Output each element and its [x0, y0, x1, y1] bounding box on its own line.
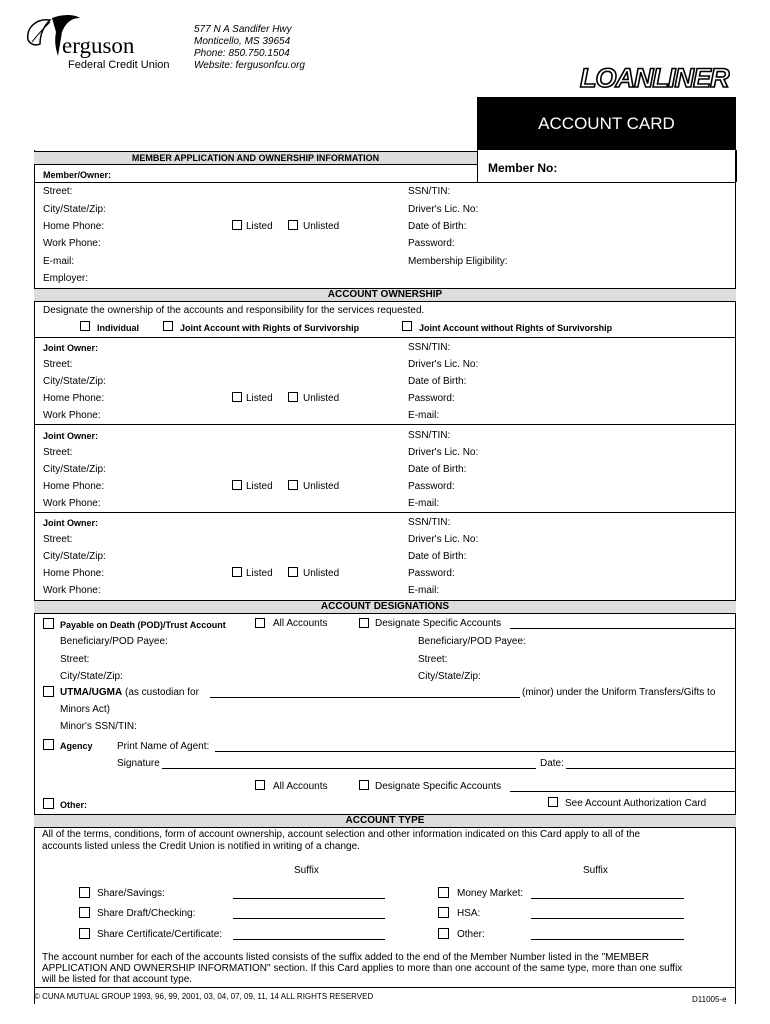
unlisted-checkbox[interactable]	[288, 567, 298, 577]
ssn-label: SSN/TIN:	[408, 517, 451, 528]
share-savings-checkbox[interactable]	[79, 887, 90, 898]
pod-all-accounts-checkbox[interactable]	[255, 618, 265, 628]
money-market-label: Money Market:	[457, 888, 524, 899]
page-title: ACCOUNT CARD	[538, 114, 675, 133]
home-phone-label: Home Phone:	[43, 393, 105, 404]
member-section-header: MEMBER APPLICATION AND OWNERSHIP INFORMATION	[34, 151, 477, 165]
agency-specific-accounts-checkbox[interactable]	[359, 780, 369, 790]
unlisted-label: Unlisted	[303, 393, 340, 404]
ssn-label: SSN/TIN:	[408, 430, 451, 441]
home-phone-label: Home Phone:	[43, 481, 105, 492]
agent-name-line[interactable]	[215, 751, 736, 752]
dob-label: Date of Birth:	[408, 464, 467, 475]
joint-without-survivorship-checkbox[interactable]	[402, 321, 412, 331]
minor-uniform-label: (minor) under the Uniform Transfers/Gifts to	[522, 687, 716, 698]
street-label: Street:	[43, 534, 73, 545]
listed-label: Listed	[246, 568, 273, 579]
form-code: D11005-e	[692, 995, 727, 1004]
designations-section-header: ACCOUNT DESIGNATIONS	[34, 600, 736, 614]
title-banner	[477, 97, 736, 150]
member-owner-label: Member/Owner:	[43, 170, 112, 180]
account-number-note-2: APPLICATION AND OWNERSHIP INFORMATION" section. If this Card applies to more than one account of the same type, more than one suffix	[42, 963, 683, 974]
street-label: Street:	[43, 447, 73, 458]
agency-all-accounts-checkbox[interactable]	[255, 780, 265, 790]
ssn-label: SSN/TIN:	[408, 186, 451, 197]
street-label: Street:	[43, 186, 73, 197]
email-label: E-mail:	[408, 585, 440, 596]
account-type-section-header: ACCOUNT TYPE	[34, 814, 736, 828]
work-phone-label: Work Phone:	[43, 585, 101, 596]
ownership-instruction: Designate the ownership of the accounts and responsibility for the services requested.	[43, 305, 425, 316]
listed-label: Listed	[246, 221, 273, 232]
signature-label: Signature	[117, 758, 160, 769]
divider	[34, 182, 736, 183]
share-savings-label: Share/Savings:	[97, 888, 165, 899]
street-label: Street:	[43, 359, 73, 370]
work-phone-label: Work Phone:	[43, 410, 101, 421]
website-line: Website: fergusonfcu.org	[194, 60, 305, 71]
email-label: E-mail:	[43, 256, 75, 267]
custodian-line[interactable]	[210, 697, 520, 698]
unlisted-checkbox[interactable]	[288, 220, 298, 230]
signature-line[interactable]	[162, 768, 536, 769]
specific-accounts-line[interactable]	[510, 791, 736, 792]
account-number-note: The account number for each of the accounts listed consists of the suffix added to the end of the Member Number listed in the "MEMBER	[42, 952, 650, 963]
listed-checkbox[interactable]	[232, 220, 242, 230]
minor-ssn-label: Minor's SSN/TIN:	[60, 721, 137, 732]
city-label: City/State/Zip:	[43, 204, 106, 215]
password-label: Password:	[408, 393, 455, 404]
utma-bold: UTMA/UGMA	[60, 687, 123, 698]
individual-checkbox[interactable]	[80, 321, 90, 331]
minors-act-label: Minors Act)	[60, 704, 111, 715]
specific-accounts-line[interactable]	[510, 628, 736, 629]
listed-checkbox[interactable]	[232, 392, 242, 402]
other-label: Other:	[60, 800, 87, 810]
beneficiary-label: Beneficiary/POD Payee:	[60, 636, 168, 647]
listed-label: Listed	[246, 481, 273, 492]
see-authorization-label: See Account Authorization Card	[565, 798, 707, 809]
specific-accounts-label: Designate Specific Accounts	[375, 781, 502, 792]
all-accounts-label: All Accounts	[273, 781, 328, 792]
drivers-lic-label: Driver's Lic. No:	[408, 204, 479, 215]
city-label: City/State/Zip:	[418, 671, 481, 682]
drivers-lic-label: Driver's Lic. No:	[408, 359, 479, 370]
suffix-label: Suffix	[294, 865, 319, 876]
money-market-checkbox[interactable]	[438, 887, 449, 898]
suffix-label: Suffix	[583, 865, 608, 876]
listed-checkbox[interactable]	[232, 567, 242, 577]
other-type-label: Other:	[457, 929, 485, 940]
joint-owner-label: Joint Owner:	[43, 431, 99, 441]
ferguson-logo	[22, 12, 192, 72]
other-type-suffix-line[interactable]	[531, 939, 684, 940]
drivers-lic-label: Driver's Lic. No:	[408, 447, 479, 458]
date-line[interactable]	[566, 768, 736, 769]
dob-label: Date of Birth:	[408, 221, 467, 232]
joint-with-survivorship-checkbox[interactable]	[163, 321, 173, 331]
hsa-checkbox[interactable]	[438, 907, 449, 918]
share-draft-suffix-line[interactable]	[233, 918, 385, 919]
city-label: City/State/Zip:	[43, 464, 106, 475]
dob-label: Date of Birth:	[408, 376, 467, 387]
listed-checkbox[interactable]	[232, 480, 242, 490]
share-certificate-checkbox[interactable]	[79, 928, 90, 939]
street-label: Street:	[418, 654, 448, 665]
city-label: City/State/Zip:	[60, 671, 123, 682]
password-label: Password:	[408, 481, 455, 492]
password-label: Password:	[408, 568, 455, 579]
account-type-intro-2: accounts listed unless the Credit Union is notified in writing of a change.	[42, 841, 360, 852]
password-label: Password:	[408, 238, 455, 249]
unlisted-label: Unlisted	[303, 481, 340, 492]
hsa-label: HSA:	[457, 908, 481, 919]
joint-owner-label: Joint Owner:	[43, 518, 99, 528]
divider	[34, 512, 736, 513]
joint-owner-label: Joint Owner:	[43, 343, 99, 353]
listed-label: Listed	[246, 393, 273, 404]
utma-rest: (as custodian for	[125, 687, 199, 698]
date-label: Date:	[540, 758, 564, 769]
work-phone-label: Work Phone:	[43, 498, 101, 509]
hsa-suffix-line[interactable]	[531, 918, 684, 919]
share-certificate-label: Share Certificate/Certificate:	[97, 929, 223, 940]
email-label: E-mail:	[408, 410, 440, 421]
beneficiary-label: Beneficiary/POD Payee:	[418, 636, 526, 647]
email-label: E-mail:	[408, 498, 440, 509]
work-phone-label: Work Phone:	[43, 238, 101, 249]
form-outer-border	[34, 150, 736, 1004]
address-line: 577 N A Sandifer Hwy	[194, 24, 292, 35]
dob-label: Date of Birth:	[408, 551, 467, 562]
drivers-lic-label: Driver's Lic. No:	[408, 534, 479, 545]
logo-subtitle: Federal Credit Union	[68, 59, 170, 71]
other-type-checkbox[interactable]	[438, 928, 449, 939]
joint-without-survivorship-label: Joint Account without Rights of Survivorship	[419, 323, 613, 333]
other-checkbox[interactable]	[43, 798, 54, 809]
divider	[34, 987, 736, 988]
share-certificate-suffix-line[interactable]	[233, 939, 385, 940]
loanliner-logo: LOANLINER	[580, 63, 729, 93]
employer-label: Employer:	[43, 273, 89, 284]
pod-specific-accounts-checkbox[interactable]	[359, 618, 369, 628]
print-agent-label: Print Name of Agent:	[117, 741, 210, 752]
unlisted-label: Unlisted	[303, 221, 340, 232]
specific-accounts-label: Designate Specific Accounts	[375, 618, 502, 629]
share-savings-suffix-line[interactable]	[233, 898, 385, 899]
share-draft-checkbox[interactable]	[79, 907, 90, 918]
logo-name: erguson	[62, 33, 135, 58]
member-no-label: Member No:	[488, 161, 558, 175]
pod-label: Payable on Death (POD)/Trust Account	[60, 620, 226, 630]
home-phone-label: Home Phone:	[43, 221, 105, 232]
utma-checkbox[interactable]	[43, 686, 54, 697]
home-phone-label: Home Phone:	[43, 568, 105, 579]
phone-line: Phone: 850.750.1504	[194, 48, 290, 59]
city-label: City/State/Zip:	[43, 551, 106, 562]
city-label: City/State/Zip:	[43, 376, 106, 387]
joint-with-survivorship-label: Joint Account with Rights of Survivorship	[180, 323, 360, 333]
utma-label	[60, 687, 199, 699]
unlisted-label: Unlisted	[303, 568, 340, 579]
street-label: Street:	[60, 654, 90, 665]
agency-checkbox[interactable]	[43, 739, 54, 750]
share-draft-label: Share Draft/Checking:	[97, 908, 196, 919]
account-type-intro: All of the terms, conditions, form of account ownership, account selection and other information indicated on this Card apply to all of the	[42, 829, 641, 840]
copyright: © CUNA MUTUAL GROUP 1993, 96, 99, 2001, 03, 04, 07, 09, 11, 14 ALL RIGHTS RESERVED	[34, 992, 374, 1001]
address-line: Monticello, MS 39654	[194, 36, 291, 47]
agency-label: Agency	[60, 741, 93, 751]
money-market-suffix-line[interactable]	[531, 898, 684, 899]
divider	[34, 337, 736, 338]
see-authorization-checkbox[interactable]	[548, 797, 558, 807]
account-number-note-3: will be listed for that account type.	[42, 974, 193, 985]
unlisted-checkbox[interactable]	[288, 392, 298, 402]
all-accounts-label: All Accounts	[273, 618, 328, 629]
ssn-label: SSN/TIN:	[408, 342, 451, 353]
divider	[34, 424, 736, 425]
individual-label: Individual	[97, 323, 140, 333]
eligibility-label: Membership Eligibility:	[408, 256, 508, 267]
unlisted-checkbox[interactable]	[288, 480, 298, 490]
ownership-section-header: ACCOUNT OWNERSHIP	[34, 288, 736, 302]
pod-checkbox[interactable]	[43, 618, 54, 629]
